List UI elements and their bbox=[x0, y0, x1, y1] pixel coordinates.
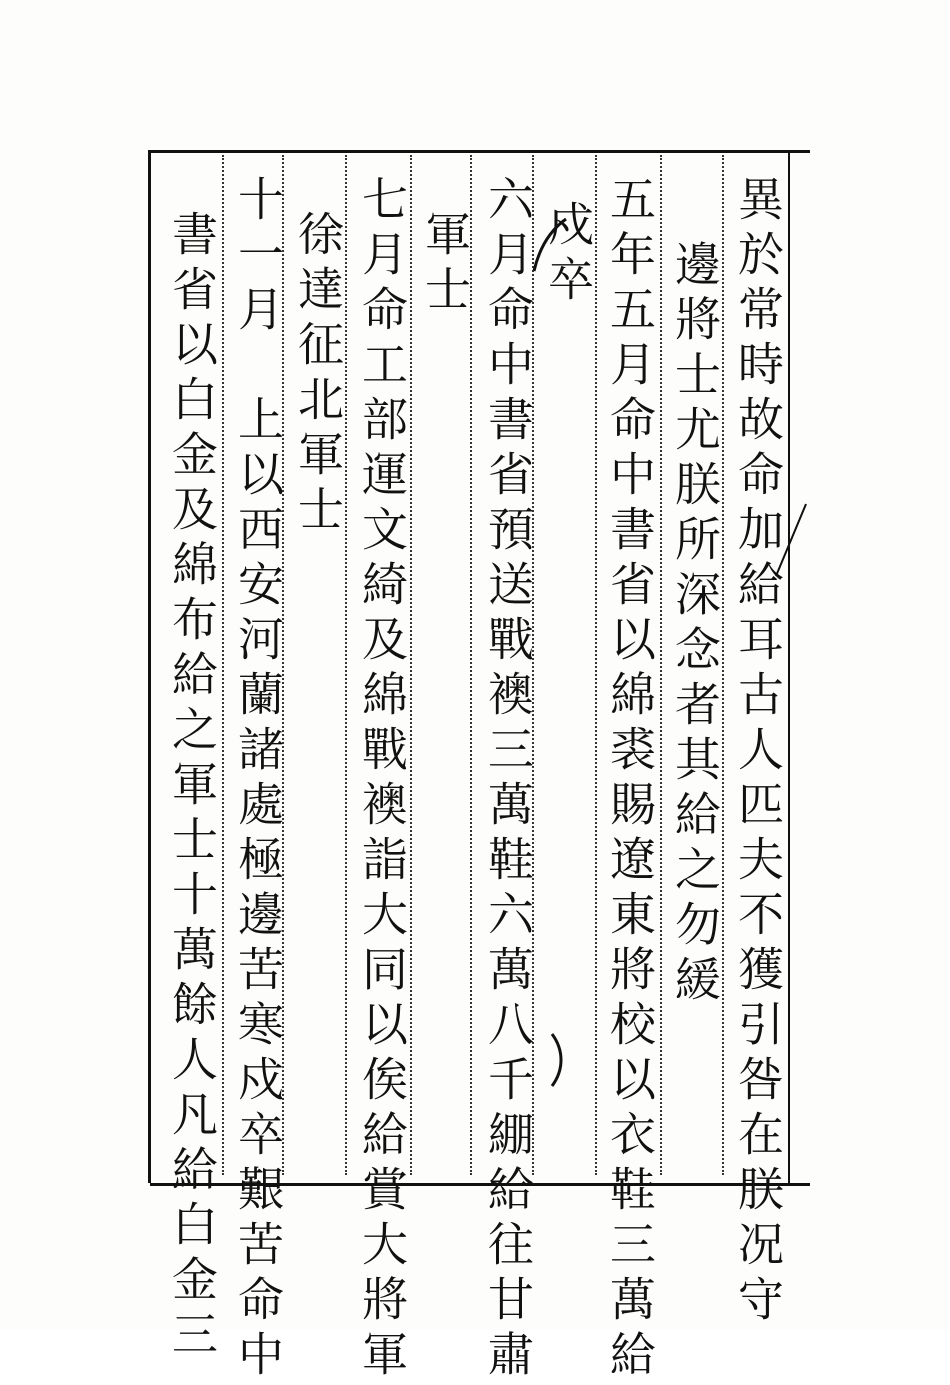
text-column-4: 戍卒 bbox=[541, 200, 595, 310]
column-divider bbox=[660, 155, 662, 1175]
text-column-2: 邊將士尤朕所深念者其給之勿緩 bbox=[668, 240, 722, 1010]
text-column-5: 六月命中書省預送戰襖三萬鞋六萬八千綳給往甘肅 bbox=[481, 175, 535, 1385]
text-column-3: 五年五月命中書省以綿裘賜遼東將校以衣鞋三萬給 bbox=[603, 175, 657, 1385]
text-column-6: 軍士 bbox=[418, 210, 472, 320]
ink-slash-mark bbox=[770, 500, 810, 580]
text-column-1: 異於常時故命加給耳古人匹夫不獲引咎在朕况守 bbox=[731, 175, 785, 1330]
column-divider bbox=[222, 155, 224, 1175]
text-column-7: 七月命工部運文綺及綿戰襖詣大同以俟給賞大將軍 bbox=[355, 175, 409, 1385]
text-column-10: 書省以白金及綿布給之軍士十萬餘人凡給白金三 bbox=[165, 210, 219, 1365]
text-column-8: 徐達征北軍士 bbox=[291, 210, 345, 540]
frame-right-border bbox=[788, 150, 790, 1183]
text-column-9: 十一月 上以西安河蘭諸處極邊苦寒戍卒艱苦命中 bbox=[231, 175, 285, 1385]
ink-stroke-mark bbox=[530, 215, 570, 275]
frame-left-border bbox=[148, 150, 151, 1183]
ink-bracket-mark bbox=[548, 1030, 568, 1090]
